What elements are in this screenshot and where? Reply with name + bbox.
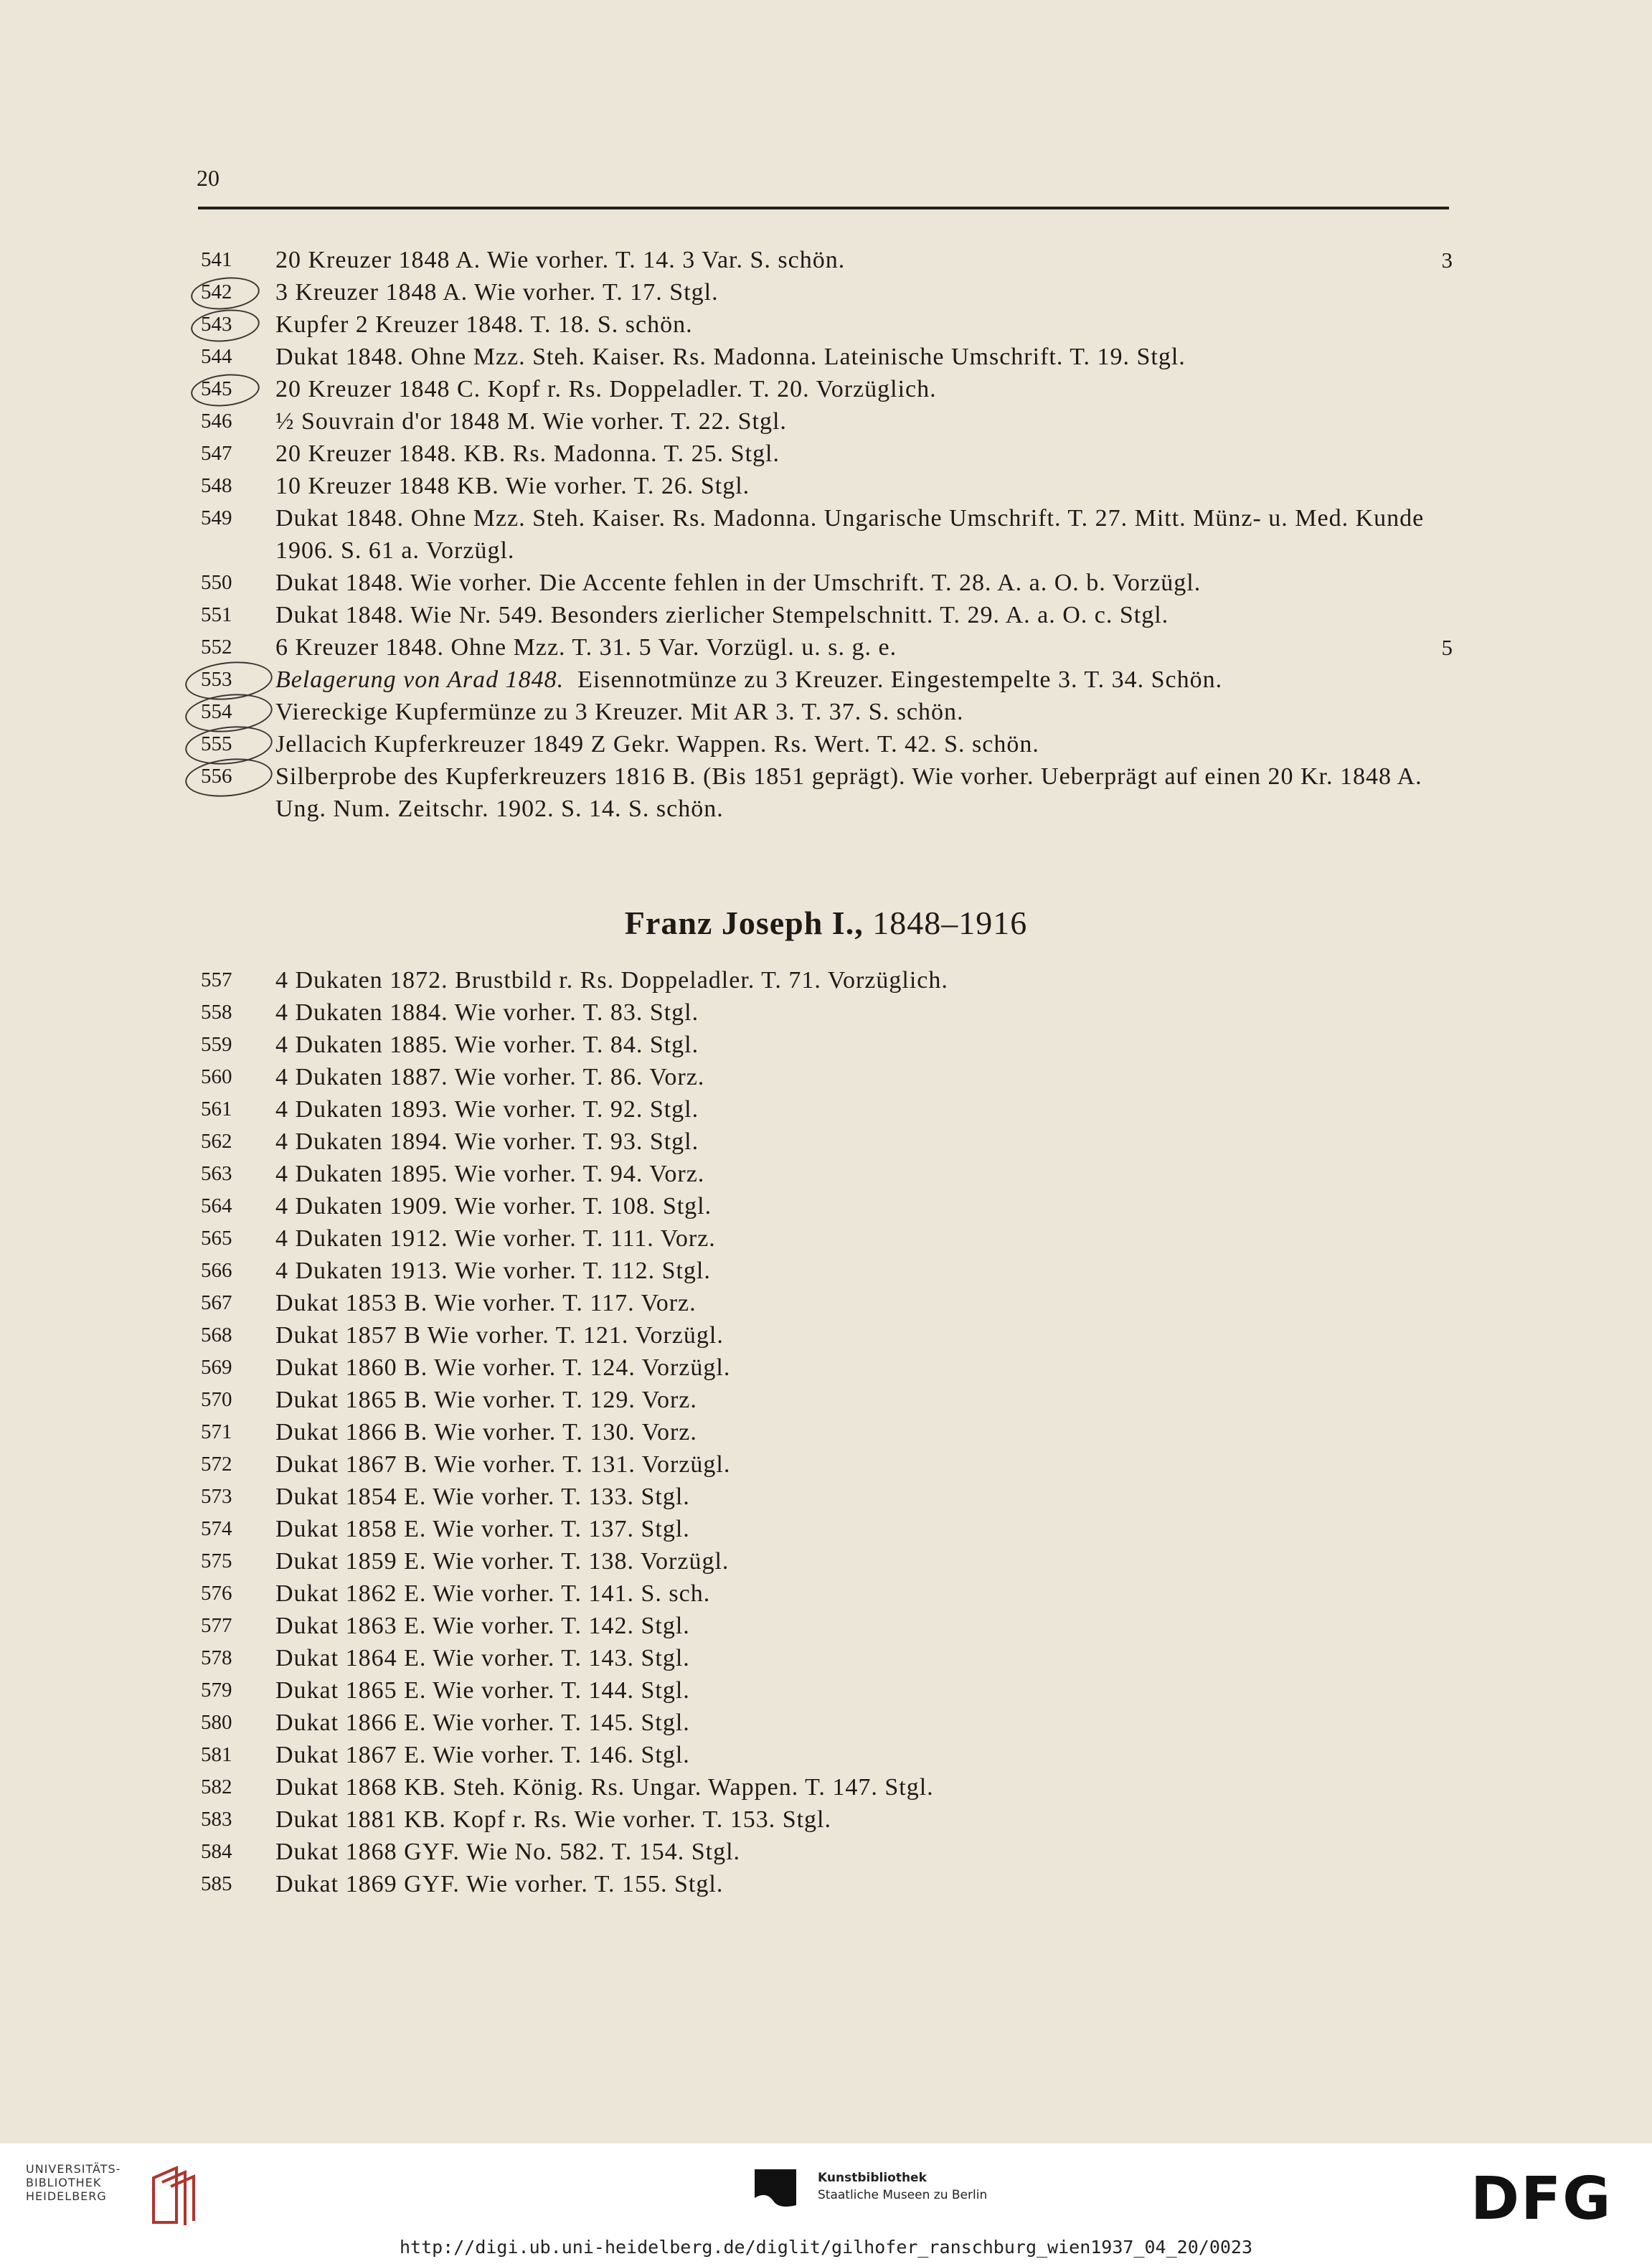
entry-number: 573 <box>201 1485 232 1508</box>
margin-annotation: 3 <box>1441 247 1453 273</box>
kunstbibliothek-text <box>818 2169 987 2204</box>
entry-description: Dukat 1862 E. Wie vorher. T. 141. S. sch. <box>275 1580 711 1607</box>
entry-number: 542 <box>201 280 232 303</box>
catalog-entry <box>0 276 1652 308</box>
entry-number: 560 <box>201 1065 232 1088</box>
entry-number: 569 <box>201 1356 232 1379</box>
entry-description: Dukat 1864 E. Wie vorher. T. 143. Stgl. <box>275 1645 690 1671</box>
catalog-entry <box>0 438 1652 470</box>
entry-description: Dukat 1848. Wie vorher. Die Accente fehlen in der Umschrift. T. 28. A. a. O. b. Vorzügl. <box>275 570 1202 596</box>
entry-number: 551 <box>201 603 232 626</box>
entry-number: 554 <box>201 700 232 723</box>
entry-description: Dukat 1859 E. Wie vorher. T. 138. Vorzügl. <box>275 1548 730 1575</box>
entry-number: 561 <box>201 1098 232 1121</box>
section-ruler-name: Franz Joseph I., <box>624 905 864 941</box>
entry-description: 4 Dukaten 1912. Wie vorher. T. 111. Vorz. <box>275 1225 716 1252</box>
catalog-entry <box>0 308 1652 341</box>
entry-description: Dukat 1853 B. Wie vorher. T. 117. Vorz. <box>275 1290 697 1316</box>
entry-number: 563 <box>201 1162 232 1185</box>
catalog-entry <box>0 631 1652 664</box>
catalog-entry <box>0 373 1652 405</box>
entry-number: 564 <box>201 1194 232 1217</box>
entry-description <box>275 664 1452 696</box>
entry-description: Dukat 1860 B. Wie vorher. T. 124. Vorzügl. <box>275 1354 731 1381</box>
entry-description: Dukat 1867 E. Wie vorher. T. 146. Stgl. <box>275 1742 690 1768</box>
entry-description: Dukat 1848. Wie Nr. 549. Besonders zierlicher Stempelschnitt. T. 29. A. a. O. c. Stgl. <box>275 602 1169 628</box>
catalog-entry <box>0 567 1652 599</box>
entry-description: Dukat 1867 B. Wie vorher. T. 131. Vorzügl. <box>275 1451 731 1478</box>
entry-number: 575 <box>201 1550 232 1572</box>
entry-number: 584 <box>201 1840 232 1863</box>
entry-number: 577 <box>201 1614 232 1637</box>
catalog-entry <box>0 1610 1652 1642</box>
ub-logo-line-3: HEIDELBERG <box>26 2189 107 2203</box>
entry-number: 555 <box>201 732 232 755</box>
catalog-entry <box>0 1319 1652 1352</box>
entry-list-bottom <box>0 964 1652 1900</box>
entry-description: 20 Kreuzer 1848. KB. Rs. Madonna. T. 25. Stgl. <box>275 440 780 467</box>
entry-number: 559 <box>201 1033 232 1056</box>
entry-description: Dukat 1848. Ohne Mzz. Steh. Kaiser. Rs. Madonna. Lateinische Umschrift. T. 19. Stgl. <box>275 344 1186 370</box>
entry-description: Silberprobe des Kupferkreuzers 1816 B. (Bis 1851 geprägt). Wie vorher. Ueberprägt auf einen 20 Kr. 1848 A. Ung. Num. Zeitschr. 1902. S. 14. S. schön. <box>275 763 1430 822</box>
entry-description: Dukat 1869 GYF. Wie vorher. T. 155. Stgl. <box>275 1871 724 1897</box>
catalog-entry <box>0 1642 1652 1674</box>
entry-number: 562 <box>201 1130 232 1153</box>
catalog-entry <box>0 1255 1652 1287</box>
catalog-entry <box>0 664 1652 696</box>
entry-number: 556 <box>201 765 232 788</box>
entry-number: 567 <box>201 1291 232 1314</box>
catalog-entry <box>0 1545 1652 1577</box>
catalog-entry <box>0 1287 1652 1319</box>
entry-number: 581 <box>201 1743 232 1766</box>
ub-heidelberg-mark-icon <box>148 2164 198 2227</box>
entry-description: Dukat 1865 E. Wie vorher. T. 144. Stgl. <box>275 1677 690 1704</box>
entry-description: 4 Dukaten 1885. Wie vorher. T. 84. Stgl. <box>275 1032 699 1058</box>
entry-number: 576 <box>201 1582 232 1605</box>
entry-number: 549 <box>201 506 232 529</box>
entry-description: Dukat 1857 B Wie vorher. T. 121. Vorzügl. <box>275 1322 724 1349</box>
entry-number: 582 <box>201 1775 232 1798</box>
entry-number: 566 <box>201 1259 232 1282</box>
entry-description: 4 Dukaten 1909. Wie vorher. T. 108. Stgl. <box>275 1193 712 1220</box>
entry-number: 568 <box>201 1324 232 1346</box>
entry-number: 571 <box>201 1420 232 1443</box>
kb-subtitle: Staatliche Museen zu Berlin <box>818 2188 988 2202</box>
entry-description: Dukat 1866 E. Wie vorher. T. 145. Stgl. <box>275 1709 690 1736</box>
entry-number: 572 <box>201 1453 232 1476</box>
entry-italic-title: Belagerung von Arad 1848. <box>275 666 565 693</box>
catalog-entry <box>0 1222 1652 1255</box>
catalog-entry <box>0 1352 1652 1384</box>
kb-title: Kunstbibliothek <box>818 2171 927 2185</box>
catalog-entry <box>0 964 1652 996</box>
catalog-entry <box>0 1674 1652 1707</box>
catalog-entry <box>0 1803 1652 1836</box>
catalog-entry <box>0 244 1652 276</box>
ub-logo-line-2: BIBLIOTHEK <box>26 2176 102 2189</box>
entry-number: 583 <box>201 1808 232 1831</box>
catalog-entry <box>0 696 1652 728</box>
entry-description: Dukat 1863 E. Wie vorher. T. 142. Stgl. <box>275 1613 690 1639</box>
entry-description: 3 Kreuzer 1848 A. Wie vorher. T. 17. Stgl. <box>275 279 719 306</box>
page-number: 20 <box>197 165 220 191</box>
catalog-entry <box>0 1190 1652 1222</box>
entry-description: Dukat 1854 E. Wie vorher. T. 133. Stgl. <box>275 1484 690 1510</box>
entry-number: 558 <box>201 1001 232 1024</box>
entry-description: Dukat 1858 E. Wie vorher. T. 137. Stgl. <box>275 1516 690 1542</box>
entry-description: ½ Souvrain d'or 1848 M. Wie vorher. T. 22. Stgl. <box>275 408 787 435</box>
entry-description: 4 Dukaten 1894. Wie vorher. T. 93. Stgl. <box>275 1128 699 1155</box>
catalog-entry <box>0 1384 1652 1416</box>
catalog-entry <box>0 760 1652 825</box>
entry-description: 4 Dukaten 1893. Wie vorher. T. 92. Stgl. <box>275 1096 699 1123</box>
dfg-logo[interactable]: DFG <box>1471 2165 1613 2233</box>
ub-logo-line-1: UNIVERSITÄTS- <box>26 2162 121 2176</box>
entry-description: 4 Dukaten 1884. Wie vorher. T. 83. Stgl. <box>275 999 699 1026</box>
entry-description: 20 Kreuzer 1848 C. Kopf r. Rs. Doppeladler. T. 20. Vorzüglich. <box>275 376 937 402</box>
entry-description: Dukat 1868 KB. Steh. König. Rs. Ungar. Wappen. T. 147. Stgl. <box>275 1774 934 1801</box>
pencil-circle-mark <box>184 755 275 801</box>
entry-description: 6 Kreuzer 1848. Ohne Mzz. T. 31. 5 Var. Vorzügl. u. s. g. e. <box>275 634 897 661</box>
catalog-entry <box>0 1448 1652 1481</box>
catalog-entry <box>0 1868 1652 1900</box>
entry-number: 544 <box>201 345 232 368</box>
entry-number: 578 <box>201 1646 232 1669</box>
entry-description: Dukat 1848. Ohne Mzz. Steh. Kaiser. Rs. Madonna. Ungarische Umschrift. T. 27. Mitt. Münz- u. Med. Kunde 1906. S. 61 a. Vorzügl. <box>275 505 1431 564</box>
entry-number: 545 <box>201 377 232 400</box>
entry-number: 552 <box>201 636 232 659</box>
entry-number: 585 <box>201 1872 232 1895</box>
catalog-entry <box>0 1061 1652 1093</box>
ub-heidelberg-logo[interactable] <box>26 2162 121 2203</box>
entry-number: 543 <box>201 313 232 336</box>
catalog-entry <box>0 1481 1652 1513</box>
entry-description: 4 Dukaten 1887. Wie vorher. T. 86. Vorz. <box>275 1064 705 1090</box>
entry-number: 547 <box>201 442 232 465</box>
catalog-entry <box>0 502 1652 567</box>
source-url[interactable]: http://digi.ub.uni-heidelberg.de/diglit/gilhofer_ranschburg_wien1937_04_20/0023 <box>399 2237 1253 2258</box>
entry-number: 580 <box>201 1711 232 1734</box>
entry-number: 565 <box>201 1227 232 1250</box>
entry-number: 570 <box>201 1388 232 1411</box>
catalog-entry <box>0 341 1652 373</box>
entry-description: Jellacich Kupferkreuzer 1849 Z Gekr. Wappen. Rs. Wert. T. 42. S. schön. <box>275 731 1039 758</box>
entry-description: 10 Kreuzer 1848 KB. Wie vorher. T. 26. Stgl. <box>275 473 750 499</box>
catalog-entry <box>0 1771 1652 1803</box>
entry-description: Kupfer 2 Kreuzer 1848. T. 18. S. schön. <box>275 311 693 338</box>
entry-number: 553 <box>201 668 232 691</box>
catalog-entry <box>0 1707 1652 1739</box>
entry-number: 574 <box>201 1517 232 1540</box>
catalog-entry <box>0 1513 1652 1545</box>
section-years: 1848–1916 <box>872 905 1028 941</box>
entry-description: Dukat 1865 B. Wie vorher. T. 129. Vorz. <box>275 1387 697 1413</box>
entry-description: 20 Kreuzer 1848 A. Wie vorher. T. 14. 3 Var. S. schön. <box>275 247 846 273</box>
entry-number: 557 <box>201 968 232 991</box>
catalog-entry <box>0 1126 1652 1158</box>
catalog-entry <box>0 1093 1652 1126</box>
catalog-entry <box>0 1577 1652 1610</box>
entry-number: 541 <box>201 248 232 271</box>
catalog-entry <box>0 996 1652 1029</box>
catalog-entry <box>0 405 1652 438</box>
catalog-entry <box>0 728 1652 760</box>
entry-description: Viereckige Kupfermünze zu 3 Kreuzer. Mit AR 3. T. 37. S. schön. <box>275 699 964 725</box>
catalog-entry <box>0 1416 1652 1448</box>
entry-number: 548 <box>201 474 232 497</box>
entry-number: 546 <box>201 410 232 433</box>
section-heading <box>0 904 1652 942</box>
catalog-entry <box>0 599 1652 631</box>
entry-description: Dukat 1866 B. Wie vorher. T. 130. Vorz. <box>275 1419 697 1445</box>
entry-description: Dukat 1868 GYF. Wie No. 582. T. 154. Stgl. <box>275 1839 741 1865</box>
entry-description-text: Eisennotmünze zu 3 Kreuzer. Eingestempelte 3. T. 34. Schön. <box>564 666 1223 693</box>
entry-list-top <box>0 244 1652 825</box>
catalog-entry <box>0 470 1652 502</box>
catalog-entry <box>0 1029 1652 1061</box>
catalog-entry <box>0 1836 1652 1868</box>
entry-description: 4 Dukaten 1872. Brustbild r. Rs. Doppeladler. T. 71. Vorzüglich. <box>275 967 948 994</box>
entry-description: 4 Dukaten 1913. Wie vorher. T. 112. Stgl. <box>275 1258 711 1284</box>
kunstbibliothek-logo-icon[interactable] <box>755 2169 796 2215</box>
entry-number: 579 <box>201 1679 232 1702</box>
viewer-footer <box>0 2143 1652 2264</box>
entry-number: 550 <box>201 571 232 594</box>
catalog-entry <box>0 1739 1652 1771</box>
catalog-entry <box>0 1158 1652 1190</box>
entry-description: Dukat 1881 KB. Kopf r. Rs. Wie vorher. T. 153. Stgl. <box>275 1806 831 1833</box>
header-rule <box>198 207 1449 209</box>
entry-description: 4 Dukaten 1895. Wie vorher. T. 94. Vorz. <box>275 1161 705 1187</box>
margin-annotation: 5 <box>1441 635 1453 660</box>
